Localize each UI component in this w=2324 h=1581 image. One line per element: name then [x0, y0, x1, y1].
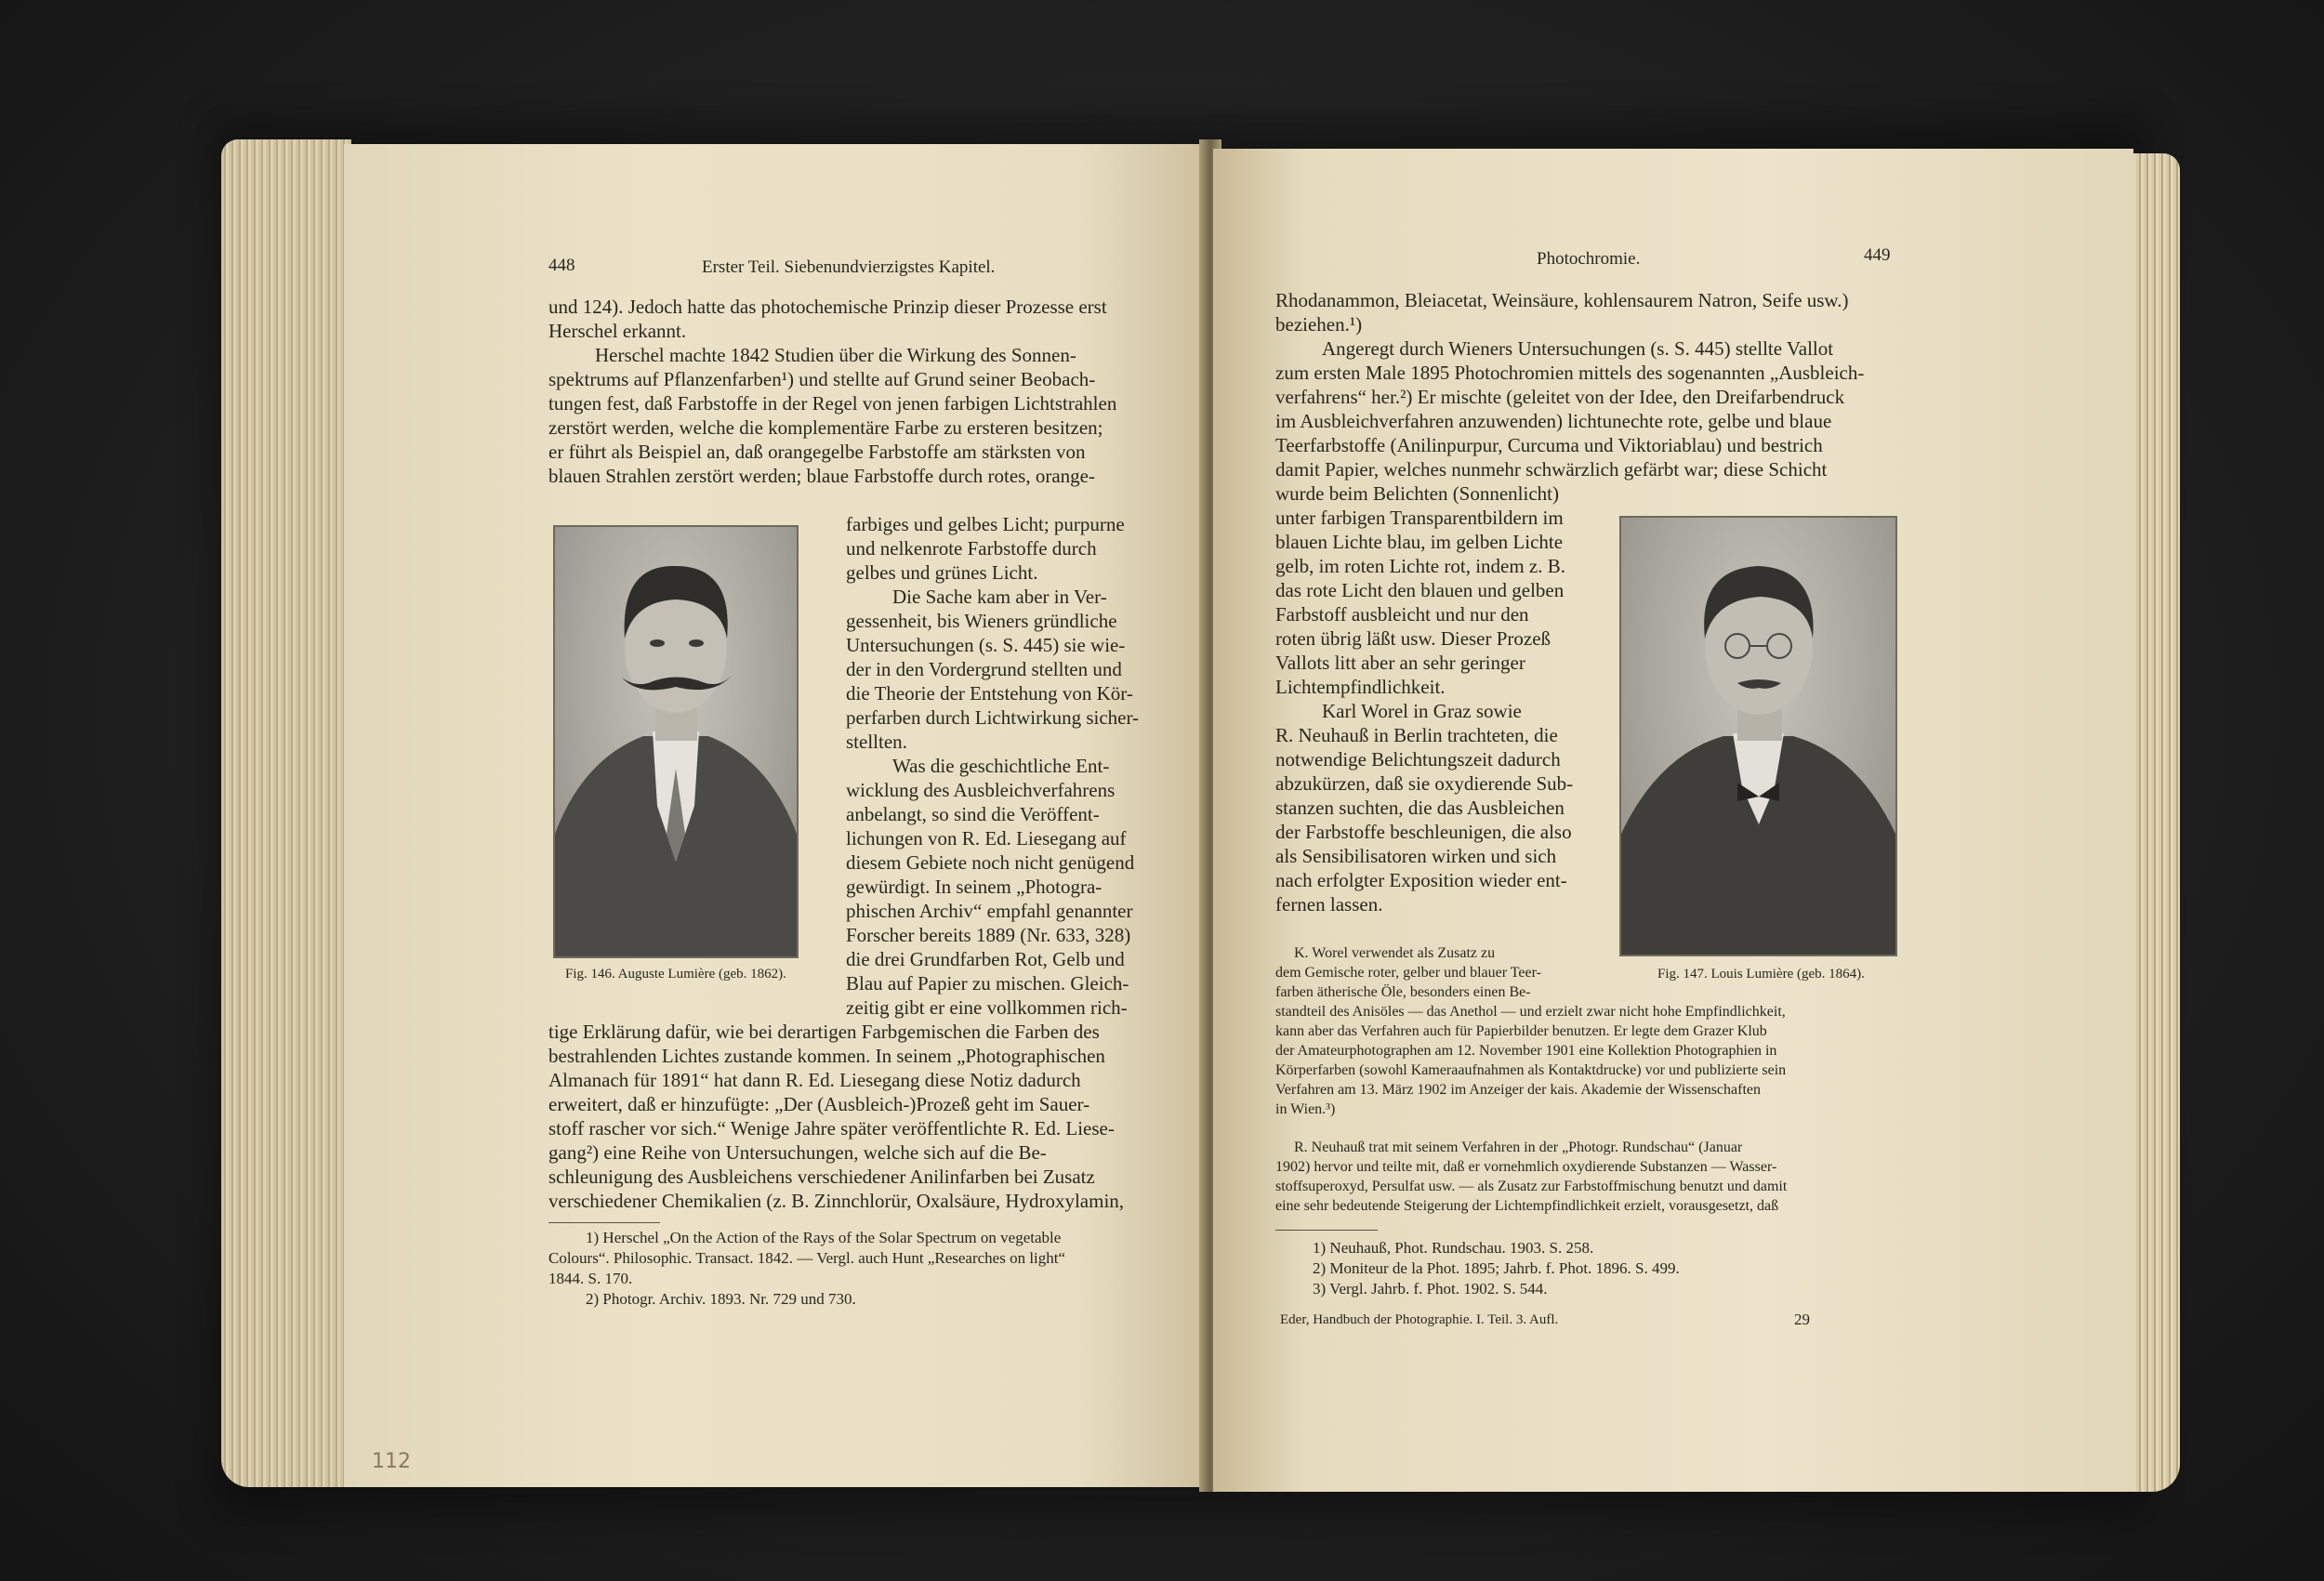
right-small-full: [1275, 1002, 1898, 1119]
figure-147-caption: Fig. 147. Louis Lumière (geb. 1864).: [1657, 967, 1865, 982]
text-line: notwendige Belichtungszeit dadurch: [1275, 748, 1561, 771]
left-text-top: [548, 295, 1143, 488]
text-line: gewürdigt. In seinem „Photogra-: [846, 876, 1103, 898]
footnote-1: 1) Herschel „On the Action of the Rays of the Solar Spectrum on vegetable: [586, 1229, 1062, 1246]
text-line: der in den Vordergrund stellten und: [846, 658, 1122, 680]
text-line: wicklung des Ausbleichverfahrens: [846, 779, 1116, 801]
left-running-head: Erster Teil. Siebenundvierzigstes Kapitel.: [702, 257, 996, 277]
text-line: gelb, im roten Lichte rot, indem z. B.: [1275, 555, 1566, 577]
text-line: er führt als Beispiel an, daß orangegelbe Farbstoffe am stärksten von: [548, 441, 1086, 463]
text-line: damit Papier, welches nunmehr schwärzlich gefärbt war; diese Schicht: [1275, 458, 1828, 481]
text-line: R. Neuhauß trat mit seinem Verfahren in der „Photogr. Rundschau“ (Januar: [1294, 1140, 1743, 1155]
left-page-block-edges: [221, 139, 351, 1487]
text-line: Verfahren am 13. März 1902 im Anzeiger der kais. Akademie der Wissenschaften: [1275, 1082, 1761, 1098]
text-line: diesem Gebiete noch nicht genügend: [846, 851, 1135, 874]
text-line: fernen lassen.: [1275, 893, 1383, 916]
text-line: Angeregt durch Wieners Untersuchungen (s. S. 445) stellte Vallot: [1322, 337, 1834, 360]
text-line: beziehen.¹): [1275, 313, 1363, 336]
right-small-para2: [1275, 1138, 1898, 1216]
text-line: Herschel machte 1842 Studien über die Wirkung des Sonnen-: [595, 344, 1076, 366]
text-line: gelbes und grünes Licht.: [846, 561, 1038, 584]
right-page: [1213, 149, 2133, 1492]
text-line: gang²) eine Reihe von Untersuchungen, welche sich auf die Be-: [548, 1141, 1047, 1164]
text-line: als Sensibilisatoren wirken und sich: [1275, 845, 1557, 867]
text-line: spektrums auf Pflanzenfarben¹) und stellte auf Grund seiner Beobach-: [548, 368, 1096, 390]
text-line: lichungen von R. Ed. Liesegang auf: [846, 827, 1127, 850]
text-line: zerstört werden, welche die komplementäre Farbe zu ersteren besitzen;: [548, 416, 1103, 439]
text-line: bestrahlenden Lichtes zustande kommen. In seinem „Photographischen: [548, 1045, 1105, 1067]
left-text-bottom: [548, 1020, 1143, 1213]
text-line: der Farbstoffe beschleunigen, die also: [1275, 821, 1572, 843]
text-line: zeitig gibt er eine vollkommen rich-: [846, 996, 1128, 1019]
text-line: Rhodanammon, Bleiacetat, Weinsäure, kohlensaurem Natron, Seife usw.): [1275, 289, 1849, 311]
portrait-illustration: [1621, 518, 1895, 955]
footnote-1: 1) Neuhauß, Phot. Rundschau. 1903. S. 258.: [1313, 1239, 1594, 1257]
footnote-rule: [1275, 1230, 1378, 1231]
right-footnotes: [1275, 1238, 1898, 1299]
text-line: blauen Strahlen zerstört werden; blaue Farbstoffe durch rotes, orange-: [548, 465, 1095, 487]
text-line: Teerfarbstoffe (Anilinpurpur, Curcuma und Viktoriablau) und bestrich: [1275, 434, 1823, 456]
left-text-side: [846, 512, 1143, 1020]
text-line: stellten.: [846, 731, 907, 753]
text-line: Forscher bereits 1889 (Nr. 633, 328): [846, 924, 1131, 946]
text-line: anbelangt, so sind die Veröffent-: [846, 803, 1100, 825]
footnote-1-cont: Colours“. Philosophic. Transact. 1842. — Vergl. auch Hunt „Researches on light“: [548, 1249, 1066, 1267]
text-line: kann aber das Verfahren auch für Papierbilder benutzen. Er legte dem Grazer Klub: [1275, 1023, 1767, 1039]
text-line: perfarben durch Lichtwirkung sicher-: [846, 706, 1140, 729]
footnote-1-cont: 1844. S. 170.: [548, 1270, 633, 1287]
text-line: stoffsuperoxyd, Persulfat usw. — als Zusatz zur Farbstoffmischung benutzt und damit: [1275, 1179, 1788, 1194]
text-line: roten übrig läßt usw. Dieser Prozeß: [1275, 627, 1552, 650]
right-text-top: [1275, 288, 1898, 481]
text-line: eine sehr bedeutende Steigerung der Lichtempfindlichkeit erzielt, vorausgesetzt, daß: [1275, 1198, 1779, 1214]
text-line: Herschel erkannt.: [548, 320, 687, 342]
signature-number: 29: [1794, 1311, 1810, 1328]
text-line: farbiges und gelbes Licht; purpurne: [846, 513, 1125, 535]
text-line: Almanach für 1891“ hat dann R. Ed. Liesegang diese Notiz dadurch: [548, 1069, 1081, 1091]
portrait-illustration: [555, 527, 797, 956]
signature-line: Eder, Handbuch der Photographie. I. Teil. 3. Aufl.: [1280, 1312, 1559, 1327]
footnote-2: 2) Moniteur de la Phot. 1895; Jahrb. f. Phot. 1896. S. 499.: [1313, 1259, 1680, 1277]
left-page: [344, 144, 1207, 1487]
text-line: K. Worel verwendet als Zusatz zu: [1294, 945, 1496, 961]
text-line: tungen fest, daß Farbstoffe in der Regel von jenen farbigen Lichtstrahlen: [548, 392, 1117, 415]
text-line: nach erfolgter Exposition wieder ent-: [1275, 869, 1567, 891]
text-line: das rote Licht den blauen und gelben: [1275, 579, 1565, 601]
text-line: zum ersten Male 1895 Photochromien mittels des sogenannten „Ausbleich-: [1275, 362, 1865, 384]
right-running-head: Photochromie.: [1537, 249, 1641, 269]
right-small-side: [1275, 943, 1619, 1002]
text-line: verschiedener Chemikalien (z. B. Zinnchlorür, Oxalsäure, Hydroxylamin,: [548, 1190, 1125, 1212]
text-line: verfahrens“ her.²) Er mischte (geleitet von der Idee, den Dreifarbendruck: [1275, 386, 1845, 408]
text-line: Körperfarben (sowohl Kameraaufnahmen als Kontaktdrucke) vor und publizierte sein: [1275, 1062, 1787, 1078]
text-line: unter farbigen Transparentbildern im: [1275, 507, 1564, 529]
text-line: R. Neuhauß in Berlin trachteten, die: [1275, 724, 1558, 746]
text-line: die Theorie der Entstehung von Kör-: [846, 682, 1133, 705]
text-line: in Wien.³): [1275, 1101, 1336, 1117]
text-line: erweitert, daß er hinzufügte: „Der (Ausbleich-)Prozeß geht im Sauer-: [548, 1093, 1090, 1115]
text-line: standteil des Anisöles — das Anethol — und erzielt zwar nicht hohe Empfindlichkeit,: [1275, 1004, 1786, 1020]
left-footnotes: [548, 1228, 1143, 1310]
text-line: Blau auf Papier zu mischen. Gleich-: [846, 972, 1129, 995]
text-line: wurde beim Belichten (Sonnenlicht): [1275, 482, 1560, 505]
portrait-louis-lumiere: [1619, 516, 1897, 956]
text-line: abzukürzen, daß sie oxydierende Sub-: [1275, 772, 1574, 795]
text-line: schleunigung des Ausbleichens verschiedener Anilinfarben bei Zusatz: [548, 1166, 1095, 1188]
text-line: gessenheit, bis Wieners gründliche: [846, 610, 1117, 632]
text-line: Was die geschichtliche Ent-: [892, 755, 1110, 777]
text-line: dem Gemische roter, gelber und blauer Teer-: [1275, 965, 1541, 981]
text-line: der Amateurphotographen am 12. November 1901 eine Kollektion Photographien in: [1275, 1043, 1777, 1059]
text-line: stoff rascher vor sich.“ Wenige Jahre später veröffentlichte R. Ed. Liese-: [548, 1117, 1115, 1140]
text-line: und 124). Jedoch hatte das photochemische Prinzip dieser Prozesse erst: [548, 296, 1107, 318]
portrait-auguste-lumiere: [553, 525, 799, 958]
text-line: die drei Grundfarben Rot, Gelb und: [846, 948, 1125, 970]
text-line: 1902) hervor und teilte mit, daß er vornehmlich oxydierende Substanzen — Wasser-: [1275, 1159, 1777, 1175]
text-line: farben ätherische Öle, besonders einen Be-: [1275, 984, 1531, 1000]
text-line: stanzen suchten, die das Ausbleichen: [1275, 797, 1565, 819]
footnote-3: 3) Vergl. Jahrb. f. Phot. 1902. S. 544.: [1313, 1280, 1548, 1298]
right-page-number: 449: [1864, 245, 1891, 265]
text-line: Untersuchungen (s. S. 445) sie wie-: [846, 634, 1126, 656]
pencil-margin-note: 112: [372, 1450, 411, 1473]
text-line: und nelkenrote Farbstoffe durch: [846, 537, 1097, 560]
footnote-2: 2) Photogr. Archiv. 1893. Nr. 729 und 730.: [586, 1290, 856, 1308]
figure-146-caption: Fig. 146. Auguste Lumière (geb. 1862).: [565, 967, 786, 982]
footnote-rule: [548, 1222, 660, 1223]
left-page-number: 448: [548, 256, 575, 275]
right-text-side: [1275, 481, 1610, 916]
text-line: Karl Worel in Graz sowie: [1322, 700, 1522, 722]
text-line: Vallots litt aber an sehr geringer: [1275, 652, 1525, 674]
text-line: tige Erklärung dafür, wie bei derartigen Farbgemischen die Farben des: [548, 1021, 1100, 1043]
right-page-block-edges: [2129, 153, 2180, 1492]
text-line: Farbstoff ausbleicht und nur den: [1275, 603, 1529, 626]
text-line: im Ausbleichverfahren anzuwenden) lichtunechte rote, gelbe und blaue: [1275, 410, 1832, 432]
text-line: Die Sache kam aber in Ver-: [892, 586, 1107, 608]
text-line: Lichtempfindlichkeit.: [1275, 676, 1446, 698]
text-line: blauen Lichte blau, im gelben Lichte: [1275, 531, 1564, 553]
text-line: phischen Archiv“ empfahl genannter: [846, 900, 1133, 922]
